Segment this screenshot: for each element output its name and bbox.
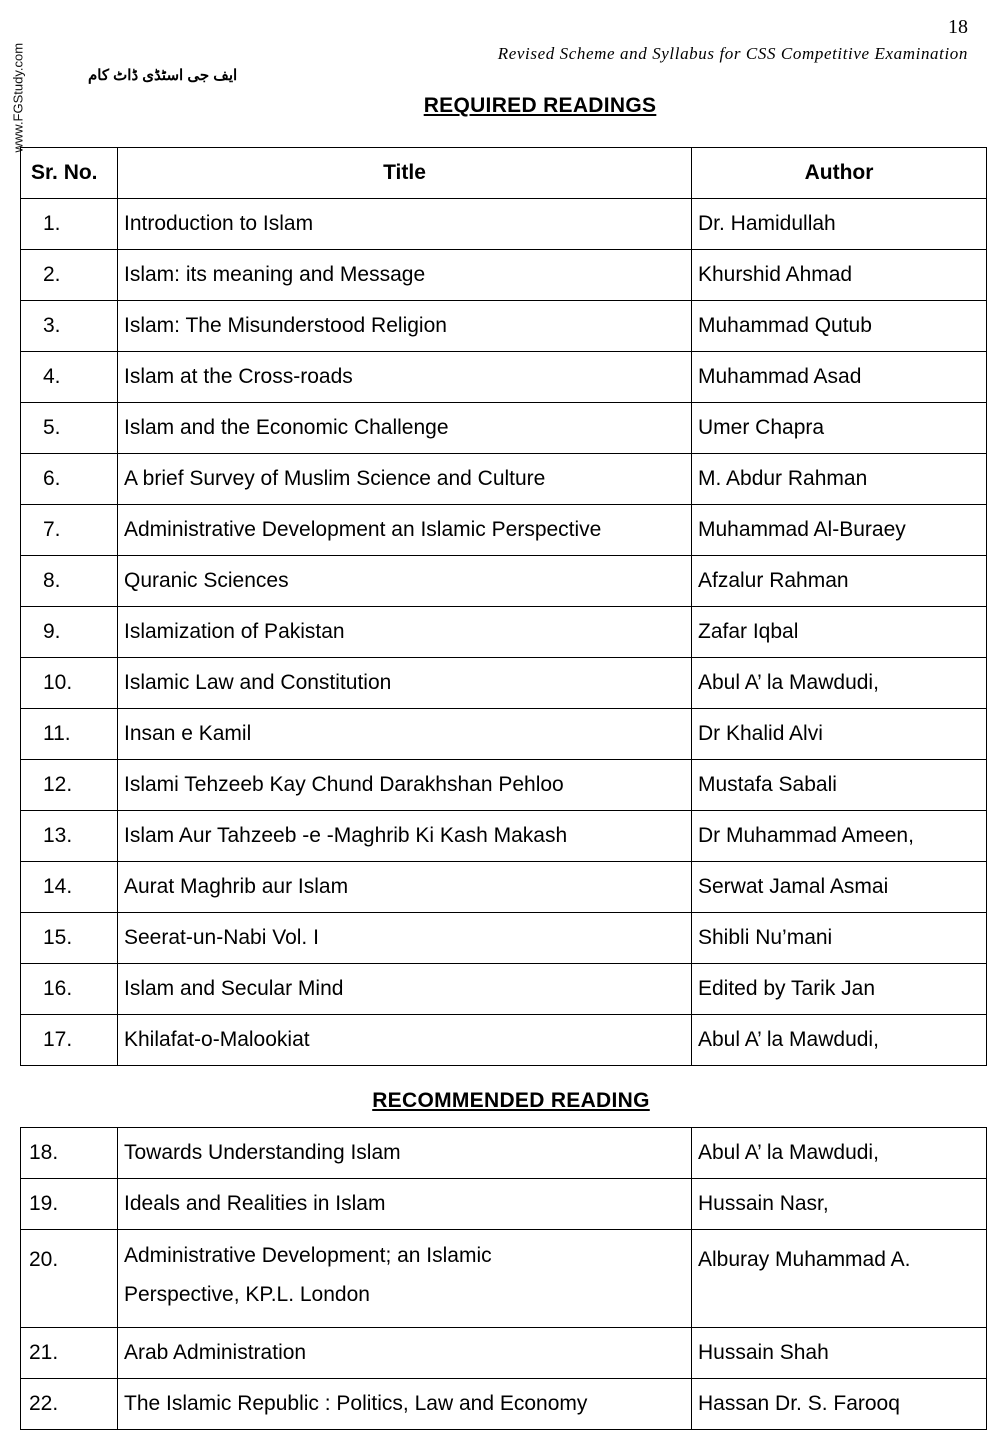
- table-row: [21, 913, 987, 964]
- row-number: 16.: [21, 964, 118, 1015]
- row-number: 2.: [21, 250, 118, 301]
- book-author: Hussain Nasr,: [692, 1179, 987, 1230]
- table-row: [21, 199, 987, 250]
- book-author: Afzalur Rahman: [692, 556, 987, 607]
- column-header-title: Title: [118, 148, 692, 199]
- book-title: Insan e Kamil: [118, 709, 692, 760]
- book-author: Khurshid Ahmad: [692, 250, 987, 301]
- row-number: 11.: [21, 709, 118, 760]
- book-author: Mustafa Sabali: [692, 760, 987, 811]
- column-header-sr-no: Sr. No.: [21, 148, 118, 199]
- book-title-line: Administrative Development; an Islamic: [124, 1244, 492, 1267]
- table-row: [21, 709, 987, 760]
- row-number: 6.: [21, 454, 118, 505]
- book-title: Islam and Secular Mind: [118, 964, 692, 1015]
- row-number: 4.: [21, 352, 118, 403]
- book-author: Dr. Hamidullah: [692, 199, 987, 250]
- recommended-reading-heading: RECOMMENDED READING: [372, 1089, 650, 1112]
- table-row: [21, 862, 987, 913]
- book-title: Introduction to Islam: [118, 199, 692, 250]
- row-number: 14.: [21, 862, 118, 913]
- table-row: [21, 811, 987, 862]
- table-row: [21, 607, 987, 658]
- book-title: Islamic Law and Constitution: [118, 658, 692, 709]
- table-row: [21, 658, 987, 709]
- book-title: Quranic Sciences: [118, 556, 692, 607]
- table-row: [21, 352, 987, 403]
- book-title: The Islamic Republic : Politics, Law and Economy: [118, 1379, 692, 1430]
- row-number: 15.: [21, 913, 118, 964]
- table-row: [21, 505, 987, 556]
- column-header-author: Author: [692, 148, 987, 199]
- book-author: Alburay Muhammad A.: [692, 1230, 987, 1328]
- book-title: Arab Administration: [118, 1328, 692, 1379]
- row-number: 22.: [21, 1379, 118, 1430]
- book-author: Abul A’ la Mawdudi,: [692, 658, 987, 709]
- book-author: Shibli Nu’mani: [692, 913, 987, 964]
- row-number: 5.: [21, 403, 118, 454]
- urdu-watermark: ایف جی اسٹڈی ڈاٹ کام: [88, 67, 238, 84]
- row-number: 3.: [21, 301, 118, 352]
- table-row: [21, 403, 987, 454]
- book-title: Islamization of Pakistan: [118, 607, 692, 658]
- page-number: 18: [948, 16, 968, 38]
- book-author: Hassan Dr. S. Farooq: [692, 1379, 987, 1430]
- table-row: [21, 1128, 987, 1179]
- row-number: 10.: [21, 658, 118, 709]
- row-number: 21.: [21, 1328, 118, 1379]
- row-number: 19.: [21, 1179, 118, 1230]
- book-title: Islam and the Economic Challenge: [118, 403, 692, 454]
- book-author: Muhammad Asad: [692, 352, 987, 403]
- row-number: 1.: [21, 199, 118, 250]
- table-row: [21, 1230, 987, 1328]
- row-number: 17.: [21, 1015, 118, 1066]
- book-title-line: Perspective, KP.L. London: [124, 1283, 370, 1306]
- table-row: [21, 1328, 987, 1379]
- book-title: Islam Aur Tahzeeb -e -Maghrib Ki Kash Makash: [118, 811, 692, 862]
- table-row: [21, 1379, 987, 1430]
- book-author: Muhammad Qutub: [692, 301, 987, 352]
- book-author: Muhammad Al-Buraey: [692, 505, 987, 556]
- table-row: [21, 964, 987, 1015]
- required-readings-table: [20, 147, 987, 1066]
- book-author: Hussain Shah: [692, 1328, 987, 1379]
- table-row: [21, 250, 987, 301]
- table-row: [21, 556, 987, 607]
- book-author: M. Abdur Rahman: [692, 454, 987, 505]
- book-title: [118, 1230, 692, 1328]
- book-author: Umer Chapra: [692, 403, 987, 454]
- book-author: Abul A’ la Mawdudi,: [692, 1128, 987, 1179]
- book-title: Ideals and Realities in Islam: [118, 1179, 692, 1230]
- table-row: [21, 301, 987, 352]
- book-title: Islam: its meaning and Message: [118, 250, 692, 301]
- recommended-reading-table: [20, 1127, 987, 1430]
- row-number: 9.: [21, 607, 118, 658]
- book-title: Aurat Maghrib aur Islam: [118, 862, 692, 913]
- row-number: 8.: [21, 556, 118, 607]
- table-header-row: [21, 148, 987, 199]
- row-number: 12.: [21, 760, 118, 811]
- side-watermark: www.FGStudy.com: [10, 42, 26, 153]
- book-title: Towards Understanding Islam: [118, 1128, 692, 1179]
- table-row: [21, 1179, 987, 1230]
- book-author: Dr Muhammad Ameen,: [692, 811, 987, 862]
- book-title: Seerat-un-Nabi Vol. I: [118, 913, 692, 964]
- required-readings-heading: REQUIRED READINGS: [423, 94, 657, 117]
- running-header: Revised Scheme and Syllabus for CSS Competitive Examination: [497, 44, 968, 63]
- book-title: Islam at the Cross-roads: [118, 352, 692, 403]
- row-number: 7.: [21, 505, 118, 556]
- book-title: Islami Tehzeeb Kay Chund Darakhshan Pehloo: [118, 760, 692, 811]
- book-title: Administrative Development an Islamic Perspective: [118, 505, 692, 556]
- book-author: Abul A’ la Mawdudi,: [692, 1015, 987, 1066]
- table-row: [21, 760, 987, 811]
- row-number: 13.: [21, 811, 118, 862]
- book-author: Zafar Iqbal: [692, 607, 987, 658]
- book-author: Edited by Tarik Jan: [692, 964, 987, 1015]
- table-row: [21, 1015, 987, 1066]
- table-row: [21, 454, 987, 505]
- book-title: Islam: The Misunderstood Religion: [118, 301, 692, 352]
- book-author: Serwat Jamal Asmai: [692, 862, 987, 913]
- row-number: 18.: [21, 1128, 118, 1179]
- book-title: A brief Survey of Muslim Science and Culture: [118, 454, 692, 505]
- book-author: Dr Khalid Alvi: [692, 709, 987, 760]
- row-number: 20.: [21, 1230, 118, 1328]
- book-title: Khilafat-o-Malookiat: [118, 1015, 692, 1066]
